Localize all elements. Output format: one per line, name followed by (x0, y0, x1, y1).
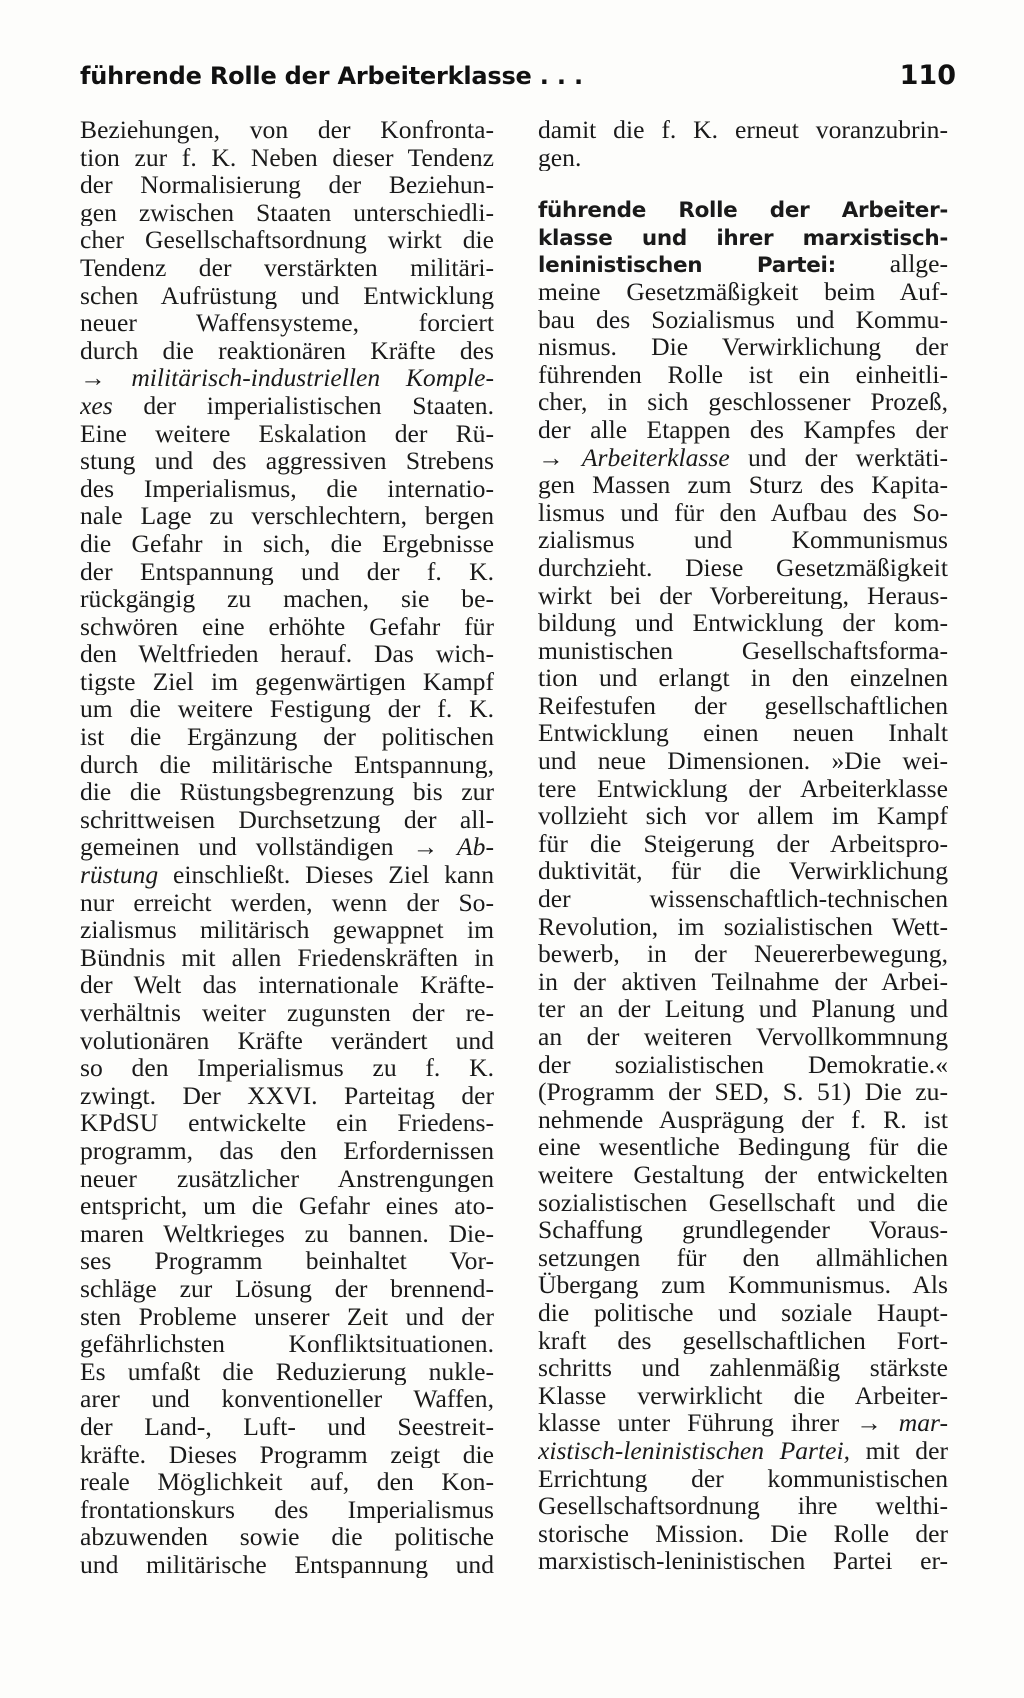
text-segment: duktivität, für die Verwirklichung (538, 857, 948, 886)
text-line (80, 1385, 494, 1413)
cross-reference: Ab- (457, 833, 494, 862)
text-line (80, 833, 494, 861)
text-line (80, 1551, 494, 1579)
text-line (80, 1358, 494, 1386)
text-line (80, 1192, 494, 1220)
text-segment: bildung und Entwicklung der kom- (538, 609, 948, 637)
text-line (538, 278, 948, 306)
text-line (80, 502, 494, 530)
cross-reference: militärisch-industriellen Komple- (131, 364, 494, 392)
text-segment: wirkt bei der Vorbereitung, Heraus- (538, 581, 948, 610)
text-segment: KPdSU entwickelte ein Friedens- (80, 1109, 494, 1137)
text-segment: weitere Gestaltung der entwickelten (538, 1160, 948, 1189)
text-line (80, 447, 494, 475)
text-line (538, 223, 948, 251)
text-line (80, 171, 494, 199)
text-segment: eine wesentliche Bedingung für die (538, 1133, 948, 1161)
text-segment: marxistisch-leninistischen Partei er- (538, 1547, 948, 1575)
text-segment: tion und erlangt in den einzelnen (538, 664, 948, 692)
text-line (538, 692, 948, 720)
text-segment: schritts und zahlenmäßig stärkste (538, 1354, 948, 1382)
text-line (538, 747, 948, 775)
text-line (538, 1354, 948, 1382)
text-segment: die Gefahr in sich, die Ergebnisse (80, 529, 494, 558)
text-line (80, 530, 494, 558)
entry-headword: leninistischen Partei: (538, 253, 836, 278)
text-line (538, 1271, 948, 1299)
continuation-paragraph (538, 116, 948, 171)
text-segment: nur erreicht werden, wenn der So- (80, 888, 494, 917)
running-head: führende Rolle der Arbeiterklasse . . . (80, 62, 583, 90)
text-line (80, 337, 494, 365)
text-segment: Klasse verwirklicht die Arbeiter- (538, 1381, 948, 1410)
text-line (538, 968, 948, 996)
text-line (538, 857, 948, 885)
text-segment: maren Weltkrieges zu bannen. Die- (80, 1219, 494, 1248)
text-segment: einschließt. Dieses Ziel kann (158, 861, 494, 889)
text-segment: tion zur f. K. Neben dieser Tendenz (80, 143, 494, 172)
text-line (80, 999, 494, 1027)
page-number: 110 (899, 60, 956, 91)
text-line (80, 392, 494, 420)
text-line (80, 475, 494, 503)
text-line (80, 1523, 494, 1551)
text-line (80, 668, 494, 696)
text-segment: gen. (538, 143, 582, 172)
text-segment: tigste Ziel im gegenwärtigen Kampf (80, 667, 494, 696)
text-segment: → (80, 364, 132, 392)
text-line (538, 1520, 948, 1548)
text-line (538, 775, 948, 803)
text-line (80, 971, 494, 999)
text-line (538, 664, 948, 692)
text-segment: durch die militärische Entspannung, (80, 750, 494, 779)
text-segment: bewerb, in der Neuererbewegung, (538, 940, 948, 968)
text-line (80, 1054, 494, 1082)
text-line (80, 1220, 494, 1248)
text-line (80, 1247, 494, 1275)
cross-reference: xes (80, 391, 113, 420)
text-line (80, 116, 494, 144)
text-segment: schläge zur Lösung der brennend- (80, 1274, 494, 1303)
right-column (538, 116, 948, 1575)
text-segment: so den Imperialismus zu f. K. (80, 1054, 494, 1082)
text-segment: der alle Etappen des Kampfes der (538, 415, 948, 444)
text-line (538, 416, 948, 444)
text-line (538, 830, 948, 858)
text-segment: gefährlichsten Konfliktsituationen. (80, 1330, 494, 1358)
text-segment: Eine weitere Eskalation der Rü- (80, 419, 494, 448)
text-line (80, 861, 494, 889)
text-segment: zialismus militärisch gewappnet im (80, 916, 494, 944)
text-segment: munistischen Gesellschaftsforma- (538, 636, 948, 665)
text-segment: Errichtung der kommunistischen (538, 1464, 948, 1493)
entry-headword: führende Rolle der Arbeiter- (538, 198, 948, 223)
text-segment: kräfte. Dieses Programm zeigt die (80, 1440, 494, 1469)
text-line (538, 1547, 948, 1575)
text-segment: der wissenschaftlich-technischen (538, 885, 948, 913)
text-line (80, 1413, 494, 1441)
text-line (538, 940, 948, 968)
text-segment: vollzieht sich vor allem im Kampf (538, 802, 948, 830)
text-line (538, 1133, 948, 1161)
text-line (538, 116, 948, 144)
text-segment: mit der (850, 1436, 948, 1465)
text-segment: cher, in sich geschlossener Prozeß, (538, 388, 948, 416)
text-segment: verhältnis weiter zugunsten der re- (80, 999, 494, 1027)
text-segment: lismus und für den Aufbau des So- (538, 498, 948, 527)
text-segment: ter an der Leitung und Planung und (538, 995, 948, 1023)
text-line (80, 1082, 494, 1110)
text-segment: sozialistischen Gesellschaft und die (538, 1188, 948, 1217)
text-segment: volutionären Kräfte verändert und (80, 1026, 494, 1055)
text-line (538, 471, 948, 499)
text-segment: nale Lage zu verschlechtern, bergen (80, 502, 494, 530)
text-line (80, 1109, 494, 1137)
cross-reference: mar- (898, 1409, 948, 1437)
text-line (538, 144, 948, 172)
text-line (80, 1027, 494, 1055)
text-line (80, 144, 494, 172)
text-segment: für die Steigerung der Arbeitspro- (538, 829, 948, 858)
text-segment: arer und konventioneller Waffen, (80, 1385, 494, 1413)
text-segment: Bündnis mit allen Friedenskräften in (80, 943, 494, 972)
text-segment: die die Rüstungsbegrenzung bis zur (80, 778, 494, 806)
text-line (538, 1437, 948, 1465)
text-segment: tere Entwicklung der Arbeiterklasse (538, 774, 948, 803)
text-segment: durchzieht. Diese Gesetzmäßigkeit (538, 553, 948, 582)
text-line (538, 195, 948, 223)
text-line (538, 1023, 948, 1051)
text-segment: stung und des aggressiven Strebens (80, 447, 494, 475)
text-segment: kraft des gesellschaftlichen Fort- (538, 1326, 948, 1355)
text-segment: und militärische Entspannung und (80, 1550, 494, 1579)
text-line (538, 1244, 948, 1272)
text-line (538, 582, 948, 610)
text-segment: der Welt das internationale Kräfte- (80, 971, 494, 999)
text-line (80, 282, 494, 310)
text-line (538, 250, 948, 278)
text-segment: rückgängig zu machen, sie be- (80, 585, 494, 613)
text-line (538, 1051, 948, 1079)
dictionary-entry (538, 195, 948, 1575)
text-segment: der Normalisierung der Beziehun- (80, 171, 494, 199)
text-line (538, 361, 948, 389)
text-segment: schen Aufrüstung und Entwicklung (80, 281, 494, 310)
text-line (80, 1330, 494, 1358)
text-segment: setzungen für den allmählichen (538, 1243, 948, 1272)
text-line (538, 499, 948, 527)
text-segment: zwingt. Der XXVI. Parteitag der (80, 1081, 494, 1110)
text-line (538, 1409, 948, 1437)
text-segment: der Entspannung und der f. K. (80, 557, 494, 586)
cross-reference: Arbeiterklasse (581, 443, 730, 472)
text-line (80, 364, 494, 392)
text-segment: Revolution, im sozialistischen Wett- (538, 912, 948, 941)
text-segment: der imperialistischen Staaten. (112, 391, 494, 420)
text-segment: meine Gesetzmäßigkeit beim Auf- (538, 277, 948, 306)
text-segment: nehmende Ausprägung der f. R. ist (538, 1105, 948, 1134)
text-line (538, 637, 948, 665)
text-line (538, 306, 948, 334)
text-line (538, 1161, 948, 1189)
text-segment: und der werktäti- (729, 443, 948, 472)
text-segment: Schaffung grundlegender Voraus- (538, 1216, 948, 1244)
text-line (80, 1165, 494, 1193)
text-segment: durch die reaktionären Kräfte des (80, 336, 494, 365)
text-segment: frontationskurs des Imperialismus (80, 1495, 494, 1524)
text-segment: den Weltfrieden herauf. Das wich- (80, 640, 494, 668)
text-line (538, 388, 948, 416)
text-line (80, 695, 494, 723)
text-segment: um die weitere Festigung der f. K. (80, 695, 494, 724)
text-line (80, 585, 494, 613)
text-line (80, 613, 494, 641)
text-line (80, 420, 494, 448)
text-segment: (Programm der SED, S. 51) Die zu- (538, 1078, 948, 1106)
text-segment: schwören eine erhöhte Gefahr für (80, 612, 494, 641)
text-line (538, 1492, 948, 1520)
text-line (538, 1299, 948, 1327)
text-segment: an der weiteren Vervollkommnung (538, 1023, 948, 1051)
text-segment: neuer zusätzlicher Anstrengungen (80, 1164, 494, 1193)
text-line (80, 1496, 494, 1524)
text-segment: bau des Sozialismus und Kommu- (538, 305, 948, 334)
text-segment: reale Möglichkeit auf, den Kon- (80, 1468, 494, 1496)
text-line (80, 916, 494, 944)
text-segment: gemeinen und vollständigen → (80, 833, 458, 862)
text-line (80, 226, 494, 254)
text-segment: storische Mission. Die Rolle der (538, 1519, 948, 1548)
text-line (80, 558, 494, 586)
text-segment: → (538, 443, 582, 472)
left-column (80, 116, 494, 1578)
text-line (80, 309, 494, 337)
text-line (538, 913, 948, 941)
text-line (538, 1465, 948, 1493)
text-line (538, 1327, 948, 1355)
text-segment: Gesellschaftsordnung ihre welthi- (538, 1492, 948, 1520)
text-segment: gen zwischen Staaten unterschiedli- (80, 198, 494, 227)
text-line (80, 806, 494, 834)
text-segment: des Imperialismus, die internatio- (80, 474, 494, 503)
text-segment: gen Massen zum Sturz des Kapita- (538, 471, 948, 499)
text-line (538, 444, 948, 472)
text-segment: führenden Rolle ist ein einheitli- (538, 360, 948, 389)
text-line (80, 723, 494, 751)
text-segment: neuer Waffensysteme, forciert (80, 309, 494, 337)
text-segment: der sozialistischen Demokratie.« (538, 1050, 948, 1079)
text-segment: schrittweisen Durchsetzung der all- (80, 805, 494, 834)
text-line (538, 1216, 948, 1244)
text-line (538, 1382, 948, 1410)
entry-gap (538, 171, 948, 195)
text-line (80, 640, 494, 668)
text-segment: damit die f. K. erneut voranzubrin- (538, 116, 948, 144)
entry-headword: klasse und ihrer marxistisch- (538, 225, 948, 251)
text-line (538, 609, 948, 637)
text-line (80, 1303, 494, 1331)
text-line (80, 944, 494, 972)
text-segment: Entwicklung einen neuen Inhalt (538, 719, 948, 748)
text-line (538, 995, 948, 1023)
text-line (538, 802, 948, 830)
text-segment: Es umfaßt die Reduzierung nukle- (80, 1357, 494, 1386)
text-line (80, 254, 494, 282)
text-line (80, 1275, 494, 1303)
text-line (538, 885, 948, 913)
text-line (538, 1189, 948, 1217)
text-segment: Beziehungen, von der Konfronta- (80, 116, 494, 144)
text-line (80, 1441, 494, 1469)
cross-reference: xistisch-leninistischen Partei, (538, 1436, 850, 1465)
text-line (80, 778, 494, 806)
text-segment: cher Gesellschaftsordnung wirkt die (80, 226, 494, 254)
text-segment: sten Probleme unserer Zeit und der (80, 1302, 494, 1331)
text-line (80, 889, 494, 917)
text-segment: die politische und soziale Haupt- (538, 1298, 948, 1327)
text-segment: klasse unter Führung ihrer → (538, 1409, 899, 1437)
text-line (80, 199, 494, 227)
text-line (80, 1468, 494, 1496)
text-segment: ist die Ergänzung der politischen (80, 723, 494, 751)
text-line (80, 751, 494, 779)
text-segment: und neue Dimensionen. »Die wei- (538, 747, 948, 775)
text-segment: in der aktiven Teilnahme der Arbei- (538, 967, 948, 996)
text-line (538, 526, 948, 554)
text-line (538, 1078, 948, 1106)
text-segment: zialismus und Kommunismus (538, 526, 948, 554)
text-line (538, 554, 948, 582)
text-segment: abzuwenden sowie die politische (80, 1523, 494, 1551)
text-segment: Tendenz der verstärkten militäri- (80, 253, 494, 282)
text-segment: entspricht, um die Gefahr eines ato- (80, 1192, 494, 1220)
text-line (538, 333, 948, 361)
text-line (538, 719, 948, 747)
text-line (80, 1137, 494, 1165)
cross-reference: rüstung (80, 861, 159, 889)
text-segment: nismus. Die Verwirklichung der (538, 333, 948, 361)
text-segment: Reifestufen der gesellschaftlichen (538, 691, 948, 720)
text-segment: allge- (835, 250, 948, 278)
text-segment: Übergang zum Kommunismus. Als (538, 1271, 948, 1299)
text-segment: ses Programm beinhaltet Vor- (80, 1247, 494, 1275)
text-segment: programm, das den Erfordernissen (80, 1136, 494, 1165)
text-line (538, 1106, 948, 1134)
text-segment: der Land-, Luft- und Seestreit- (80, 1412, 494, 1441)
